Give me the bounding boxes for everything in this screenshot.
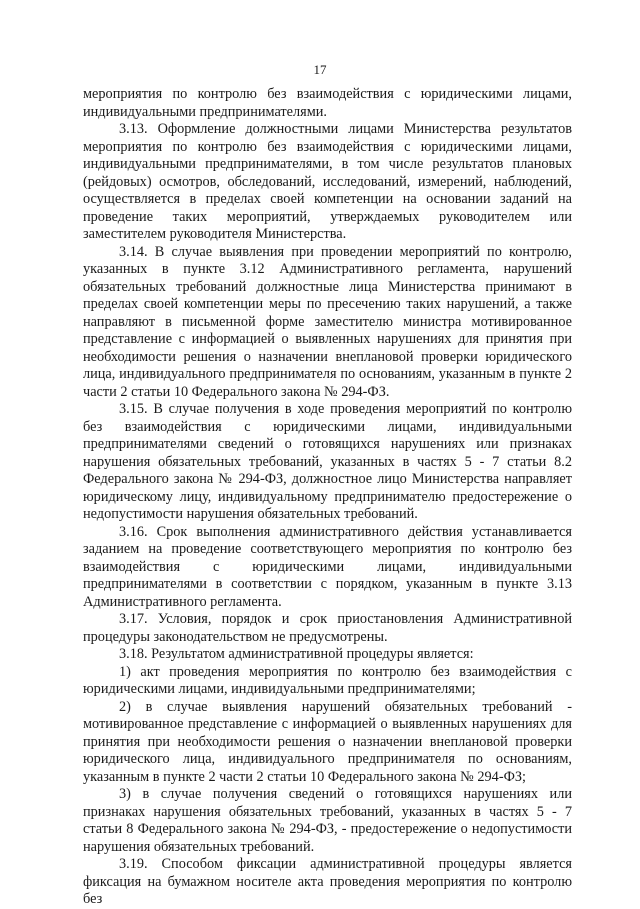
list-item-2: 2) в случае выявления нарушений обязательных требований - мотивированное представление с информацией о выявленных нарушениях для принятия при необходимости решения о назначении внеплановой проверки юридического лица, индивидуального предпринимателя по основаниям, указанным в пункте 2 части 2 статьи 10 Федерального закона № 294-ФЗ; <box>83 698 572 785</box>
list-item-3: 3) в случае получения сведений о готовящихся нарушениях или признаках нарушения обязательных требований, указанных в частях 5 - 7 статьи 8 Федерального закона № 294-ФЗ, - предостережение о недопустимости нарушения обязательных требований. <box>83 786 572 855</box>
paragraph-3-16: 3.16. Срок выполнения административного действия устанавливается заданием на проведение соответствующего мероприятия по контролю без взаимодействия с юридическими лицами, индивидуальными предпринимателями в соответствии с порядком, указанным в пункте 3.13 Административного регламента. <box>83 523 572 610</box>
page-number: 17 <box>313 62 327 77</box>
paragraph-3-14: 3.14. В случае выявления при проведении мероприятий по контролю, указанных в пункте 3.12 Административного регламента, нарушений обязательных требований должностные лица Министерства принимают в пределах своей компетенции меры по пресечению таких нарушений, а также направляют в письменной форме заместителю министра мотивированное представление с информацией о выявленных нарушениях для принятия при необходимости решения о назначении внеплановой проверки юридического лица, индивидуального предпринимателя по основаниям, указанным в пункте 2 части 2 статьи 10 Федерального закона № 294-ФЗ. <box>83 243 572 400</box>
paragraph-3-13: 3.13. Оформление должностными лицами Министерства результатов мероприятия по контролю без взаимодействия с юридическими лицами, индивидуальными предпринимателями, в том числе результатов плановых (рейдовых) осмотров, обследований, исследований, измерений, наблюдений, осуществляется в пределах своей компетенции на основании заданий на проведение таких мероприятий, утверждаемых руководителем или заместителем руководителя Министерства. <box>83 121 572 242</box>
paragraph-continuation: мероприятия по контролю без взаимодействия с юридическими лицами, индивидуальными предпринимателями. <box>83 86 572 120</box>
paragraph-3-15: 3.15. В случае получения в ходе проведения мероприятий по контролю без взаимодействия с юридическими лицами, индивидуальными предпринимателями сведений о готовящихся нарушениях или признаках нарушения обязательных требований, указанных в частях 5 - 7 статьи 8.2 Федерального закона № 294-ФЗ, должностное лицо Министерства направляет юридическому лицу, индивидуальному предпринимателю предостережение о недопустимости нарушения обязательных требований. <box>83 401 572 522</box>
paragraph-3-19: 3.19. Способом фиксации административной процедуры является фиксация на бумажном носителе акта проведения мероприятия по контролю без <box>83 856 572 907</box>
document-body <box>83 86 572 909</box>
paragraph-3-18: 3.18. Результатом административной процедуры является: <box>119 646 474 662</box>
paragraph-3-17: 3.17. Условия, порядок и срок приостановления Административной процедуры законодательством не предусмотрены. <box>83 611 572 645</box>
list-item-1: 1) акт проведения мероприятия по контролю без взаимодействия с юридическими лицами, индивидуальными предпринимателями; <box>83 663 572 697</box>
